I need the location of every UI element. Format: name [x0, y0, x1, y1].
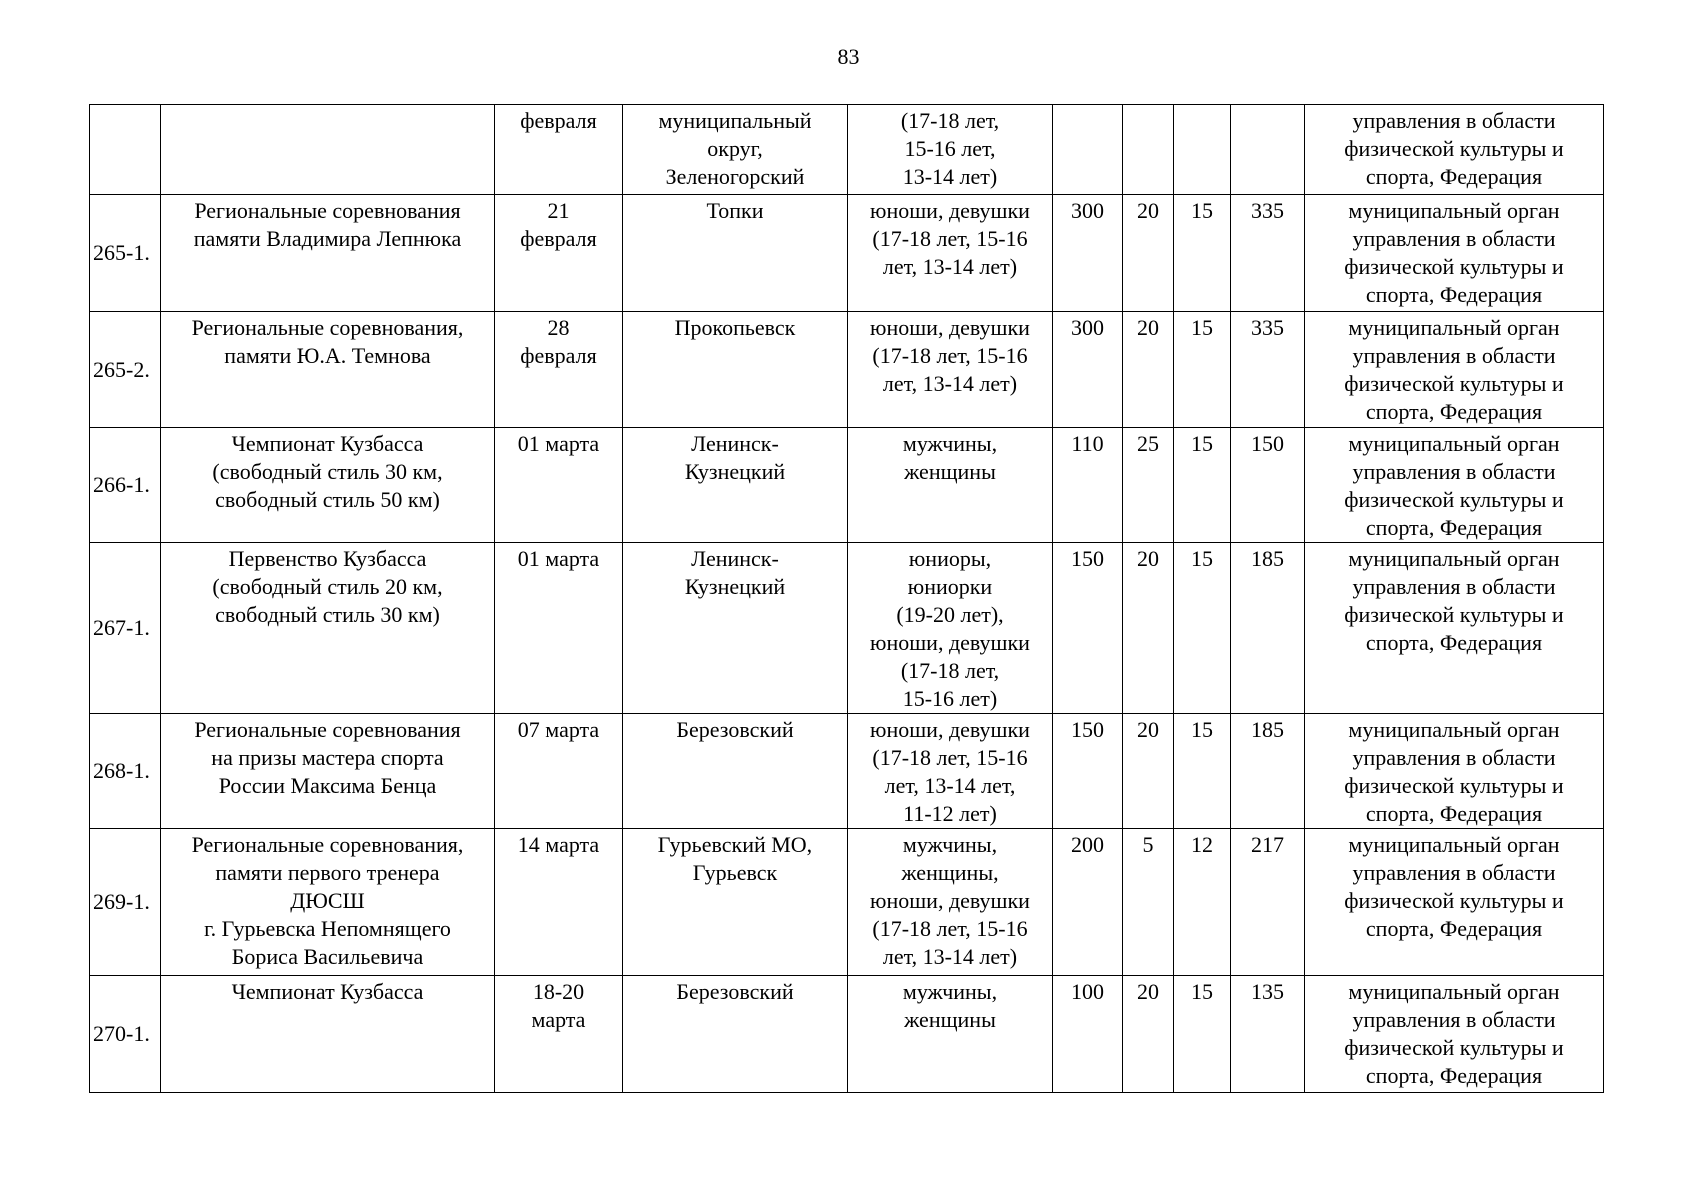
count-total-cell — [1231, 105, 1305, 195]
participants-category-cell: юноши, девушки (17-18 лет, 15-16 лет, 13-14 лет) — [848, 312, 1053, 428]
count-judges-cell: 12 — [1174, 829, 1231, 976]
page-number: 83 — [837, 44, 860, 69]
event-place-cell: Ленинск- Кузнецкий — [623, 543, 848, 714]
event-date-cell: 01 марта — [495, 543, 623, 714]
table-row — [90, 543, 1604, 714]
count-judges-cell: 15 — [1174, 195, 1231, 312]
table-row — [90, 976, 1604, 1093]
count-total-cell: 150 — [1231, 428, 1305, 543]
event-organizer-cell: муниципальный орган управления в области физической культуры и спорта, Федерация — [1305, 543, 1604, 714]
event-name-cell: Чемпионат Кузбасса — [161, 976, 495, 1093]
count-athletes-cell: 150 — [1053, 543, 1123, 714]
count-total-cell: 135 — [1231, 976, 1305, 1093]
event-organizer-cell: муниципальный орган управления в области физической культуры и спорта, Федерация — [1305, 195, 1604, 312]
event-name-cell: Региональные соревнования на призы мастера спорта России Максима Бенца — [161, 714, 495, 829]
count-coaches-cell: 20 — [1123, 976, 1174, 1093]
count-total-cell: 185 — [1231, 714, 1305, 829]
count-coaches-cell: 20 — [1123, 195, 1174, 312]
event-date-cell: 28 февраля — [495, 312, 623, 428]
row-number-cell: 267-1. — [90, 543, 161, 714]
event-place-cell: Топки — [623, 195, 848, 312]
event-organizer-cell: муниципальный орган управления в области физической культуры и спорта, Федерация — [1305, 976, 1604, 1093]
event-organizer-cell: муниципальный орган управления в области физической культуры и спорта, Федерация — [1305, 312, 1604, 428]
event-date-cell: 01 марта — [495, 428, 623, 543]
count-athletes-cell: 110 — [1053, 428, 1123, 543]
row-number-cell: 266-1. — [90, 428, 161, 543]
event-name-cell: Региональные соревнования, памяти Ю.А. Темнова — [161, 312, 495, 428]
count-total-cell: 217 — [1231, 829, 1305, 976]
table-row — [90, 829, 1604, 976]
event-place-cell: Березовский — [623, 976, 848, 1093]
event-organizer-cell: муниципальный орган управления в области физической культуры и спорта, Федерация — [1305, 829, 1604, 976]
row-number-cell: 265-2. — [90, 312, 161, 428]
row-number-cell — [90, 105, 161, 195]
count-judges-cell: 15 — [1174, 714, 1231, 829]
participants-category-cell: юниоры, юниорки (19-20 лет), юноши, девушки (17-18 лет, 15-16 лет) — [848, 543, 1053, 714]
event-organizer-cell: муниципальный орган управления в области физической культуры и спорта, Федерация — [1305, 714, 1604, 829]
participants-category-cell: (17-18 лет, 15-16 лет, 13-14 лет) — [848, 105, 1053, 195]
participants-category-cell: мужчины, женщины, юноши, девушки (17-18 лет, 15-16 лет, 13-14 лет) — [848, 829, 1053, 976]
participants-category-cell: мужчины, женщины — [848, 428, 1053, 543]
count-athletes-cell — [1053, 105, 1123, 195]
row-number-cell: 269-1. — [90, 829, 161, 976]
participants-category-cell: мужчины, женщины — [848, 976, 1053, 1093]
count-coaches-cell — [1123, 105, 1174, 195]
event-date-cell: 18-20 марта — [495, 976, 623, 1093]
count-athletes-cell: 300 — [1053, 195, 1123, 312]
event-date-cell: 07 марта — [495, 714, 623, 829]
row-number-cell: 270-1. — [90, 976, 161, 1093]
count-coaches-cell: 25 — [1123, 428, 1174, 543]
count-total-cell: 185 — [1231, 543, 1305, 714]
table-row — [90, 312, 1604, 428]
count-judges-cell: 15 — [1174, 976, 1231, 1093]
participants-category-cell: юноши, девушки (17-18 лет, 15-16 лет, 13-14 лет, 11-12 лет) — [848, 714, 1053, 829]
table-row — [90, 428, 1604, 543]
count-athletes-cell: 100 — [1053, 976, 1123, 1093]
event-organizer-cell: муниципальный орган управления в области физической культуры и спорта, Федерация — [1305, 428, 1604, 543]
count-coaches-cell: 5 — [1123, 829, 1174, 976]
event-place-cell: Прокопьевск — [623, 312, 848, 428]
row-number-cell: 265-1. — [90, 195, 161, 312]
count-judges-cell: 15 — [1174, 428, 1231, 543]
event-name-cell — [161, 105, 495, 195]
count-athletes-cell: 150 — [1053, 714, 1123, 829]
event-name-cell: Региональные соревнования, памяти первого тренера ДЮСШ г. Гурьевска Непомнящего Бориса Васильевича — [161, 829, 495, 976]
event-date-cell: 14 марта — [495, 829, 623, 976]
event-organizer-cell: управления в области физической культуры и спорта, Федерация — [1305, 105, 1604, 195]
event-date-cell: 21 февраля — [495, 195, 623, 312]
count-judges-cell: 15 — [1174, 312, 1231, 428]
event-name-cell: Чемпионат Кузбасса (свободный стиль 30 км, свободный стиль 50 км) — [161, 428, 495, 543]
table-row — [90, 714, 1604, 829]
count-coaches-cell: 20 — [1123, 714, 1174, 829]
event-place-cell: Березовский — [623, 714, 848, 829]
row-number-cell: 268-1. — [90, 714, 161, 829]
event-name-cell: Региональные соревнования памяти Владимира Лепнюка — [161, 195, 495, 312]
event-place-cell: Ленинск- Кузнецкий — [623, 428, 848, 543]
event-name-cell: Первенство Кузбасса (свободный стиль 20 км, свободный стиль 30 км) — [161, 543, 495, 714]
event-place-cell: муниципальный округ, Зеленогорский — [623, 105, 848, 195]
event-place-cell: Гурьевский МО, Гурьевск — [623, 829, 848, 976]
count-coaches-cell: 20 — [1123, 312, 1174, 428]
participants-category-cell: юноши, девушки (17-18 лет, 15-16 лет, 13-14 лет) — [848, 195, 1053, 312]
count-coaches-cell: 20 — [1123, 543, 1174, 714]
count-judges-cell: 15 — [1174, 543, 1231, 714]
table-row — [90, 195, 1604, 312]
count-judges-cell — [1174, 105, 1231, 195]
count-total-cell: 335 — [1231, 312, 1305, 428]
table-row — [90, 105, 1604, 195]
count-athletes-cell: 300 — [1053, 312, 1123, 428]
count-total-cell: 335 — [1231, 195, 1305, 312]
events-table — [89, 104, 1604, 1093]
count-athletes-cell: 200 — [1053, 829, 1123, 976]
event-date-cell: февраля — [495, 105, 623, 195]
